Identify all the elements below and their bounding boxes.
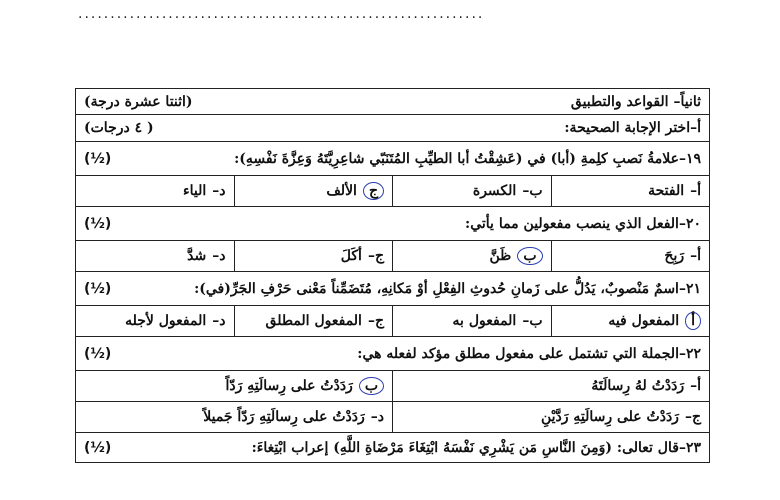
options-row-20 bbox=[76, 241, 710, 272]
option-letter: ب– bbox=[522, 313, 543, 329]
option-text: المفعول به bbox=[452, 313, 517, 329]
option-text: شدَّ bbox=[187, 248, 207, 264]
option-letter: أ– bbox=[690, 248, 701, 264]
section-title: ثانياً– القواعد والتطبيق bbox=[570, 93, 701, 110]
option-text: رَدَدْتُ على رِسالَتِهِ رَدّاً bbox=[225, 378, 353, 394]
options-row-22a bbox=[76, 371, 710, 402]
option-letter: أ– bbox=[690, 378, 701, 394]
option-text: الفتحة bbox=[648, 183, 685, 199]
question-row-19 bbox=[76, 142, 710, 176]
question-text: ٢٠–الفعل الذي ينصب مفعولين مما يأتي: bbox=[465, 215, 701, 232]
option-text: الكسرة bbox=[472, 183, 517, 199]
question-row-21 bbox=[76, 272, 710, 306]
question-mark: (½) bbox=[84, 439, 112, 456]
option-letter: د– bbox=[212, 183, 226, 199]
option-text: رَدَدْتُ على رِسالَتِهِ رَدَّيْنِ bbox=[540, 409, 679, 425]
option-b[interactable] bbox=[76, 371, 393, 402]
question-mark: (½) bbox=[84, 280, 112, 297]
option-b[interactable] bbox=[393, 241, 552, 272]
option-a[interactable] bbox=[393, 371, 710, 402]
circled-answer: ب bbox=[517, 247, 542, 265]
option-text: رَدَدْتُ لهُ رِسالَتَهُ bbox=[591, 378, 685, 394]
option-letter: ب– bbox=[522, 183, 543, 199]
option-letter: د– bbox=[212, 248, 226, 264]
circled-answer: ج bbox=[363, 182, 384, 200]
question-text: ٢٢–الجملة التي تشتمل على مفعول مطلق مؤكد لفعله هي: bbox=[357, 345, 701, 362]
circled-answer: أ bbox=[685, 312, 701, 330]
option-a[interactable] bbox=[551, 241, 710, 272]
exam-table bbox=[75, 88, 710, 463]
question-row-20 bbox=[76, 207, 710, 241]
option-text: ظَنَّ bbox=[489, 248, 512, 264]
question-text: ١٩–علامةُ نَصبِ كلِمةِ (أبا) في (عَشِقْتُ أبا الطيِّبِ المُتَنَبّي شاعِرِيَّتَهُ وَعِزَّةَ نَفْسِهِ): bbox=[234, 150, 701, 167]
option-d[interactable] bbox=[76, 241, 235, 272]
option-a[interactable] bbox=[551, 176, 710, 207]
option-d[interactable] bbox=[76, 402, 393, 433]
option-a[interactable] bbox=[551, 306, 710, 337]
option-text: المفعول المطلق bbox=[265, 313, 362, 329]
question-mark: (½) bbox=[84, 150, 112, 167]
option-letter: د– bbox=[212, 313, 226, 329]
question-text: ٢٣–قال تعالى: (وَمِنَ النَّاسِ مَن يَشْرِي نَفْسَهُ ابْتِغَاءَ مَرْضَاةِ اللَّهِ) إعراب ابْتِغاءَ: bbox=[251, 439, 701, 456]
option-letter: ج– bbox=[367, 248, 384, 264]
option-c[interactable] bbox=[393, 402, 710, 433]
question-mark: (½) bbox=[84, 215, 112, 232]
section-header-row bbox=[76, 89, 710, 115]
option-text: رَدَدْتُ على رِسالَتِهِ رَدّاً جَميلاً bbox=[203, 409, 365, 425]
option-c[interactable] bbox=[234, 306, 393, 337]
option-text: الألف bbox=[326, 183, 357, 199]
circled-answer: ب bbox=[359, 377, 384, 395]
option-b[interactable] bbox=[393, 176, 552, 207]
dotted-line: ............................................................... bbox=[78, 6, 485, 22]
options-row-19 bbox=[76, 176, 710, 207]
option-c[interactable] bbox=[234, 241, 393, 272]
question-text: ٢١–اسمٌ مَنْصوبٌ، يَدُلُّ على زَمانِ حُدوثِ الفِعْلِ أوْ مَكانِهِ، مُتَضَمِّناً مَعْنى حَرْفِ الجَرِّ(في): bbox=[194, 280, 701, 297]
options-row-21 bbox=[76, 306, 710, 337]
option-d[interactable] bbox=[76, 176, 235, 207]
question-row-22 bbox=[76, 337, 710, 371]
option-text: المفعول فيه bbox=[608, 313, 680, 329]
option-letter: د– bbox=[370, 409, 384, 425]
option-text: الياء bbox=[183, 183, 207, 199]
option-c[interactable] bbox=[234, 176, 393, 207]
option-text: أكَلَ bbox=[340, 248, 362, 264]
question-mark: (½) bbox=[84, 345, 112, 362]
option-text: رَبِحَ bbox=[664, 248, 685, 264]
option-letter: أ– bbox=[690, 183, 701, 199]
option-letter: ج– bbox=[367, 313, 384, 329]
part-a-title: أ–اختر الإجابة الصحيحة: bbox=[564, 120, 701, 136]
part-a-marks: ( ٤ درجات) bbox=[84, 120, 154, 136]
section-marks: (اثنتا عشرة درجة) bbox=[84, 93, 193, 110]
question-row-23 bbox=[76, 433, 710, 463]
options-row-22b bbox=[76, 402, 710, 433]
option-text: المفعول لأجله bbox=[125, 313, 207, 329]
option-d[interactable] bbox=[76, 306, 235, 337]
option-letter: ج– bbox=[684, 409, 701, 425]
part-a-row bbox=[76, 115, 710, 142]
option-b[interactable] bbox=[393, 306, 552, 337]
